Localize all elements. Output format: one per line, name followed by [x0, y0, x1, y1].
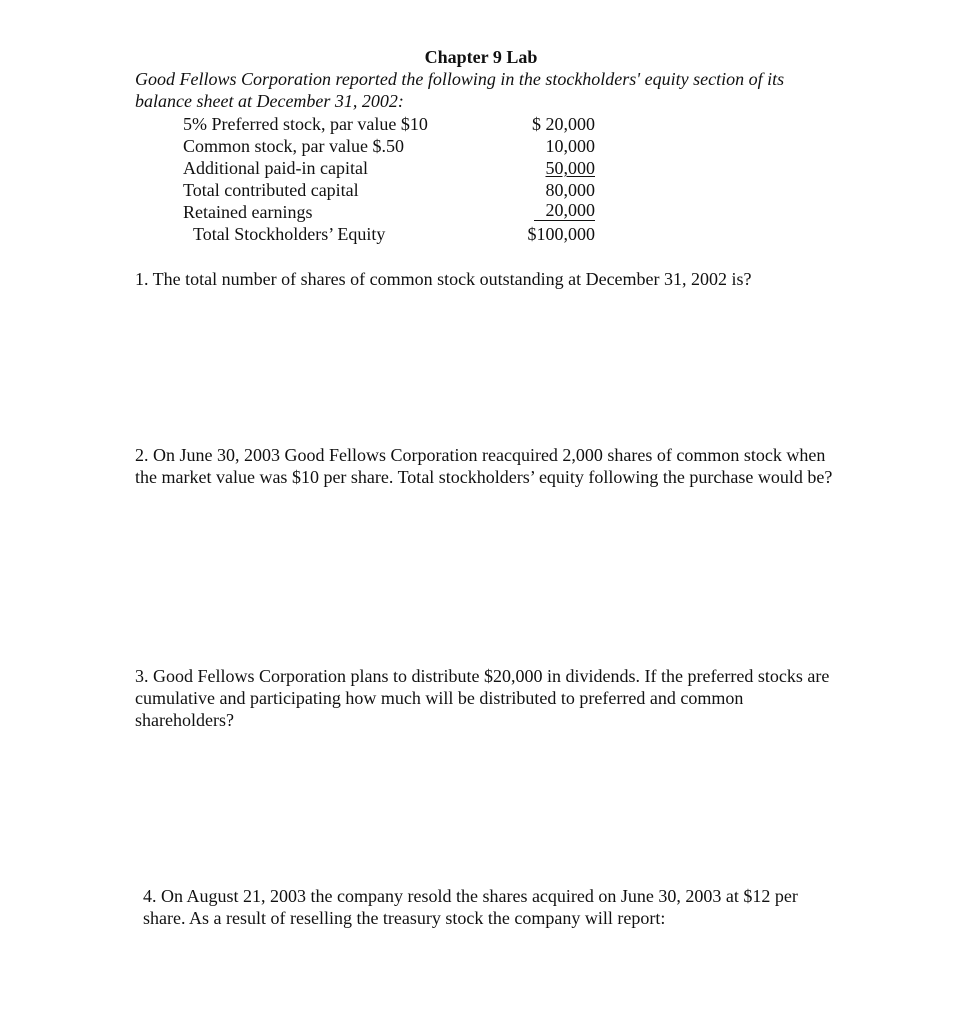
equity-row-common-stock [183, 135, 603, 157]
question-1: 1. The total number of shares of common stock outstanding at December 31, 2002 is? [135, 269, 752, 289]
equity-amount: $ 20,000 [532, 114, 595, 134]
stockholders-equity-table [183, 113, 603, 245]
equity-amount: 80,000 [545, 180, 595, 200]
equity-label: 5% Preferred stock, par value $10 [183, 114, 428, 134]
intro-text: Good Fellows Corporation reported the following in the stockholders' equity section of its balance sheet at December 31, 2002: [135, 69, 785, 111]
equity-amount: $100,000 [527, 224, 595, 244]
equity-amount: 10,000 [545, 136, 595, 156]
equity-row-preferred-stock [183, 113, 603, 135]
equity-amount: 20,000 [534, 201, 596, 221]
equity-label: Additional paid-in capital [183, 158, 368, 178]
page-title: Chapter 9 Lab [424, 47, 538, 67]
equity-label: Total contributed capital [183, 180, 359, 200]
equity-label: Total Stockholders’ Equity [193, 224, 386, 244]
question-4: 4. On August 21, 2003 the company resold the shares acquired on June 30, 2003 at $12 per share. As a result of reselling the treasury stock the company will report: [143, 886, 798, 928]
equity-label: Common stock, par value $.50 [183, 136, 404, 156]
equity-label: Retained earnings [183, 202, 313, 222]
equity-row-total-stockholders-equity [183, 223, 603, 245]
equity-row-retained-earnings [183, 201, 603, 223]
question-2: 2. On June 30, 2003 Good Fellows Corporation reacquired 2,000 shares of common stock when the market value was $10 per share. Total stockholders’ equity following the purchase would be? [135, 445, 833, 487]
equity-amount: 50,000 [545, 158, 595, 178]
question-3: 3. Good Fellows Corporation plans to distribute $20,000 in dividends. If the preferred stocks are cumulative and participating how much will be distributed to preferred and common shareholders? [135, 666, 830, 730]
equity-row-total-contributed-capital [183, 179, 603, 201]
equity-row-additional-paid-in-capital [183, 157, 603, 179]
